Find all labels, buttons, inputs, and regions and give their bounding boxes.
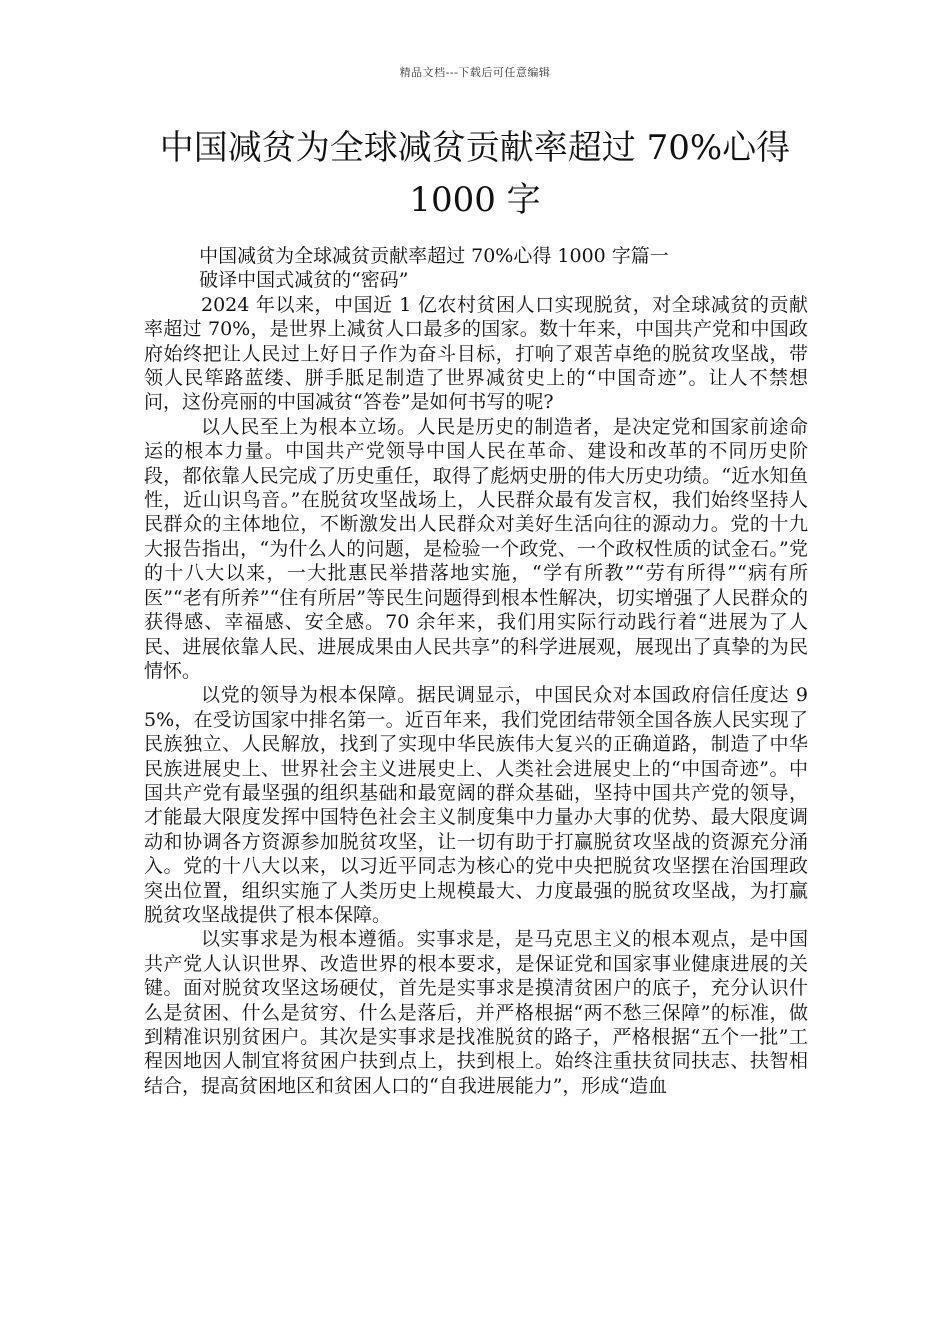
document-body <box>144 244 808 1098</box>
section-heading: 中国减贫为全球减贫贡献率超过 70%心得 1000 字篇一 <box>199 245 669 267</box>
paragraph-1: 2024 年以来，中国近 1 亿农村贫困人口实现脱贫，对全球减贫的贡献率超过 70%，是世界上减贫人口最多的国家。数十年来，中国共产党和中国政府始终把让人民过上好日子作为奋斗目标，打响了艰苦卓绝的脱贫攻坚战，带领人民筚路蓝缕、胼手胝足制造了世界减贫史上的“中国奇迹”。让人不禁想问，这份亮丽的中国减贫“答卷”是如何书写的呢? <box>144 293 808 414</box>
paragraph-4: 以实事求是为根本遵循。实事求是，是马克思主义的根本观点，是中国共产党人认识世界、改造世界的根本要求，是保证党和国家事业健康进展的关键。面对脱贫攻坚这场硬仗，首先是实事求是摸清贫困户的底子，充分认识什么是贫困、什么是贫穷、什么是落后，并严格根据“两不愁三保障”的标准，做到精准识别贫困户。其次是实事求是找准脱贫的路子，严格根据“五个一批”工程因地因人制宜将贫困户扶到点上，扶到根上。始终注重扶贫同扶志、扶智相结合，提高贫困地区和贫困人口的“自我进展能力”，形成“造血 <box>144 928 808 1097</box>
header-note: 精品文档---下载后可任意编辑 <box>399 66 551 79</box>
paragraph-3: 以党的领导为根本保障。据民调显示，中国民众对本国政府信任度达 95%，在受访国家中排名第一。近百年来，我们党团结带领全国各族人民实现了民族独立、人民解放，找到了实现中华民族伟大复兴的正确道路，制造了中华民族进展史上、世界社会主义进展史上、人类社会进展史上的“中国奇迹”。中国共产党有最坚强的组织基础和最宽阔的群众基础，坚持中国共产党的领导，才能最大限度发挥中国特色社会主义制度集中力量办大事的优势、最大限度调动和协调各方资源参加脱贫攻坚，让一切有助于打赢脱贫攻坚战的资源充分涌入。党的十八大以来，以习近平同志为核心的党中央把脱贫攻坚摆在治国理政突出位置，组织实施了人类历史上规模最大、力度最强的脱贫攻坚战，为打赢脱贫攻坚战提供了根本保障。 <box>144 684 808 926</box>
document-title <box>150 122 800 226</box>
paragraph-2: 以人民至上为根本立场。人民是历史的制造者，是决定党和国家前途命运的根本力量。中国共产党领导中国人民在革命、建设和改革的不同历史阶段，都依靠人民完成了历史重任，取得了彪炳史册的伟大历史功绩。“近水知鱼性，近山识鸟音。”在脱贫攻坚战场上，人民群众最有发言权，我们始终坚持人民群众的主体地位，不断激发出人民群众对美好生活向往的源动力。党的十九大报告指出，“为什么人的问题，是检验一个政党、一个政权性质的试金石。”党的十八大以来，一大批惠民举措落地实施，“学有所教”“劳有所得”“病有所医”“老有所养”“住有所居”等民生问题得到根本性解决，切实增强了人民群众的获得感、幸福感、安全感。70 余年来，我们用实际行动践行着“进展为了人民、进展依靠人民、进展成果由人民共享”的科学进展观，展现出了真挚的为民情怀。 <box>144 415 808 682</box>
title-line-1: 中国减贫为全球减贫贡献率超过 70%心得 <box>159 128 791 168</box>
subheading: 破译中国式减贫的“密码” <box>199 269 409 292</box>
title-line-2: 1000 字 <box>409 180 541 220</box>
